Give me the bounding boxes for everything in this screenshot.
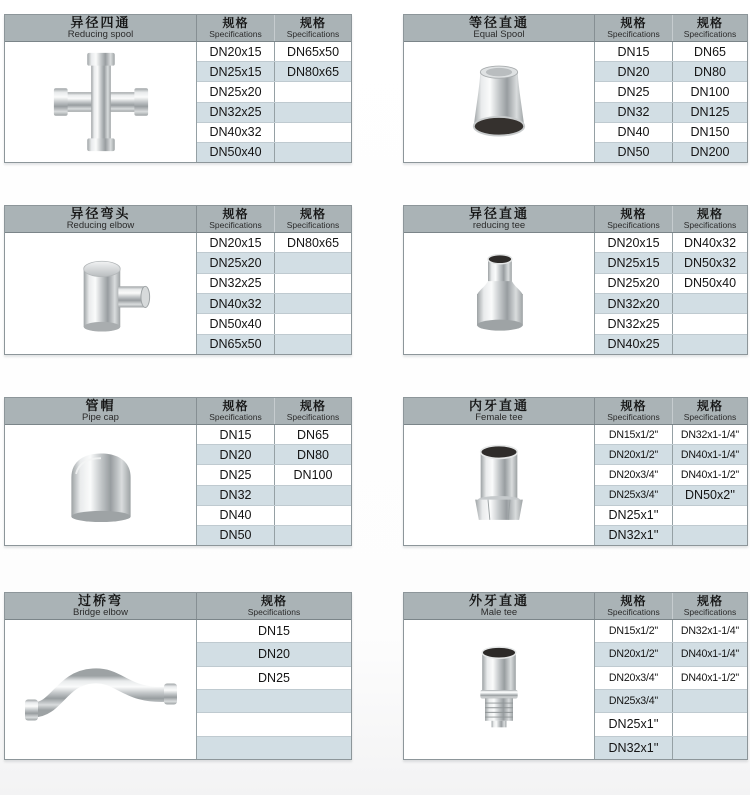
- spec-cell: DN20x15: [209, 44, 262, 59]
- spec-cell: DN25: [258, 670, 290, 685]
- spec-row: [197, 314, 351, 334]
- spec-header-zh: 规格: [620, 207, 647, 222]
- product-title-en: Female tee: [475, 412, 523, 424]
- spec-header-en: Specifications: [286, 220, 340, 231]
- spec-row: [595, 486, 747, 506]
- spec-row: [595, 253, 747, 273]
- product-title-en: Pipe cap: [82, 412, 119, 424]
- spec-row: [595, 143, 747, 162]
- product-title: [5, 593, 197, 619]
- spec-row: [197, 486, 351, 506]
- product-photo-reducing-spool: [5, 42, 197, 162]
- spec-header-zh: 规格: [222, 16, 249, 31]
- spec-row: [197, 253, 351, 273]
- spec-cell: [672, 506, 747, 525]
- spec-row: [197, 274, 351, 294]
- product-title-en: Reducing spool: [67, 29, 134, 41]
- spec-column-header: [274, 398, 351, 424]
- spec-row: [595, 425, 747, 445]
- spec-row: [595, 690, 747, 713]
- spec-row: [595, 233, 747, 253]
- spec-cell: DN50x40: [672, 274, 747, 293]
- spec-cell: DN32x25: [607, 316, 660, 331]
- spec-cell: DN50x32: [672, 253, 747, 272]
- spec-cell: [197, 690, 351, 712]
- spec-cell: DN25x20: [209, 255, 262, 270]
- product-title-zh: 异径弯头: [70, 206, 131, 222]
- card-header: [5, 15, 351, 42]
- spec-column-header: [595, 206, 672, 232]
- spec-cell: DN25x20: [607, 276, 660, 291]
- spec-header-en: Specifications: [683, 220, 737, 231]
- spec-header-en: Specifications: [607, 412, 660, 423]
- spec-cell: DN100: [274, 465, 351, 484]
- spec-header-zh: 规格: [696, 207, 723, 222]
- spec-header-en: Specifications: [209, 29, 262, 40]
- product-card-pipe-cap: [4, 397, 352, 546]
- spec-cell: DN80x65: [274, 233, 351, 252]
- spec-rows: [197, 42, 351, 162]
- spec-cell: DN25x15: [209, 64, 262, 79]
- male-tee-fitting-illustration: [443, 634, 555, 746]
- spec-column-header: [595, 398, 672, 424]
- spec-cell: DN40x1-1/4'': [672, 643, 747, 665]
- product-title-en: Bridge elbow: [73, 607, 128, 619]
- spec-row: [595, 445, 747, 465]
- spec-cell: DN20: [258, 647, 290, 662]
- spec-cell: DN32x1'': [608, 528, 659, 543]
- spec-cell: DN100: [672, 82, 747, 101]
- spec-cell: DN50: [219, 528, 252, 543]
- spec-row: [595, 526, 747, 545]
- product-photo-equal-spool: [404, 42, 595, 162]
- spec-row: [197, 233, 351, 253]
- spec-cell: DN25x15: [607, 255, 660, 270]
- product-photo-pipe-cap: [5, 425, 197, 545]
- spec-cell: DN200: [672, 143, 747, 162]
- spec-cell: DN40: [617, 125, 650, 140]
- spec-header-zh: 规格: [260, 594, 287, 609]
- card-header: [404, 398, 747, 425]
- spec-cell: DN15: [219, 427, 252, 442]
- spec-row: [197, 690, 351, 713]
- product-title-zh: 管帽: [85, 398, 116, 414]
- spec-row: [197, 667, 351, 690]
- spec-cell: DN20x15: [607, 235, 660, 250]
- spec-cell: DN65: [672, 42, 747, 61]
- spec-rows: [197, 233, 351, 354]
- spec-cell: DN20: [617, 64, 650, 79]
- spec-header-en: Specifications: [607, 607, 660, 618]
- spec-row: [197, 620, 351, 643]
- product-card-female-tee: [403, 397, 748, 546]
- spec-cell: DN20: [219, 447, 252, 462]
- spec-cell: [274, 335, 351, 354]
- spec-column-header: [595, 593, 672, 619]
- spec-cell: [672, 737, 747, 759]
- spec-header-en: Specifications: [683, 607, 737, 618]
- spec-row: [197, 506, 351, 526]
- spec-row: [595, 82, 747, 102]
- spec-row: [197, 62, 351, 82]
- product-title-zh: 异径直通: [468, 206, 529, 222]
- spec-cell: DN32x1-1/4'': [672, 425, 747, 444]
- spec-cell: DN20x3/4'': [608, 468, 659, 481]
- spec-cell: [274, 143, 351, 162]
- spec-row: [595, 42, 747, 62]
- spec-cell: DN40x32: [672, 233, 747, 252]
- reducing-elbow-fitting-illustration: [43, 242, 159, 346]
- product-card-reducing-spool: [4, 14, 352, 163]
- spec-header-zh: 规格: [620, 399, 647, 414]
- spec-row: [197, 643, 351, 666]
- spec-row: [197, 425, 351, 445]
- spec-cell: [274, 82, 351, 101]
- spec-cell: DN65: [274, 425, 351, 444]
- equal-spool-fitting-illustration: [443, 50, 555, 154]
- spec-row: [595, 620, 747, 643]
- spec-cell: [274, 103, 351, 122]
- spec-cell: DN65x50: [274, 42, 351, 61]
- spec-cell: DN25x3/4'': [608, 695, 659, 708]
- spec-row: [595, 62, 747, 82]
- bridge-elbow-fitting-illustration: [15, 650, 187, 730]
- spec-cell: DN32x25: [209, 105, 262, 120]
- spec-row: [595, 103, 747, 123]
- spec-column-header: [672, 15, 747, 41]
- product-title: [404, 593, 595, 619]
- spec-column-header: [197, 398, 274, 424]
- spec-cell: DN32x20: [607, 296, 660, 311]
- spec-header-zh: 规格: [696, 399, 723, 414]
- spec-cell: [672, 690, 747, 712]
- spec-header-zh: 规格: [696, 594, 723, 609]
- spec-row: [595, 713, 747, 736]
- spec-header-zh: 规格: [620, 594, 647, 609]
- spec-rows: [595, 42, 747, 162]
- spec-cell: [197, 737, 351, 759]
- spec-cell: [274, 294, 351, 313]
- spec-row: [595, 274, 747, 294]
- product-photo-male-tee: [404, 620, 595, 759]
- spec-cell: [197, 713, 351, 735]
- card-header: [404, 15, 747, 42]
- product-title-zh: 等径直通: [468, 15, 529, 31]
- spec-header-zh: 规格: [299, 207, 326, 222]
- spec-rows: [595, 425, 747, 545]
- spec-row: [595, 335, 747, 354]
- spec-row: [197, 123, 351, 143]
- card-header: [5, 206, 351, 233]
- spec-row: [197, 465, 351, 485]
- spec-header-en: Specifications: [286, 29, 340, 40]
- spec-column-header: [274, 15, 351, 41]
- product-title: [404, 398, 595, 424]
- reducing-spool-fitting-illustration: [42, 49, 160, 155]
- spec-cell: DN32x1'': [608, 740, 659, 755]
- product-card-reducing-elbow: [4, 205, 352, 355]
- card-header: [5, 593, 351, 620]
- spec-column-header: [197, 15, 274, 41]
- spec-header-zh: 规格: [696, 16, 723, 31]
- spec-row: [595, 314, 747, 334]
- spec-header-zh: 规格: [222, 207, 249, 222]
- spec-cell: [274, 506, 351, 525]
- spec-cell: [274, 274, 351, 293]
- spec-cell: DN50x2'': [672, 486, 747, 505]
- spec-cell: DN15: [617, 44, 650, 59]
- spec-row: [197, 143, 351, 162]
- spec-row: [595, 643, 747, 666]
- spec-row: [197, 713, 351, 736]
- pipe-cap-fitting-illustration: [45, 435, 157, 535]
- spec-header-en: Specifications: [209, 412, 262, 423]
- spec-cell: DN80x65: [274, 62, 351, 81]
- spec-cell: DN32x1-1/4'': [672, 620, 747, 642]
- spec-header-en: Specifications: [683, 412, 737, 423]
- product-card-male-tee: [403, 592, 748, 760]
- spec-cell: [672, 294, 747, 313]
- product-card-equal-spool: [403, 14, 748, 163]
- spec-header-en: Specifications: [607, 220, 660, 231]
- spec-header-zh: 规格: [299, 399, 326, 414]
- spec-cell: DN25x3/4'': [608, 489, 659, 502]
- spec-cell: DN20x3/4'': [608, 671, 659, 684]
- spec-row: [595, 667, 747, 690]
- spec-row: [595, 294, 747, 314]
- spec-header-en: Specifications: [683, 29, 737, 40]
- spec-cell: DN20x15: [209, 235, 262, 250]
- reducing-tee-fitting-illustration: [444, 243, 554, 345]
- spec-header-en: Specifications: [286, 412, 340, 423]
- product-title-en: Equal Spool: [473, 29, 525, 41]
- product-title: [404, 15, 595, 41]
- spec-cell: DN32: [617, 105, 650, 120]
- spec-rows: [197, 620, 351, 759]
- spec-cell: DN15x1/2'': [608, 625, 659, 638]
- spec-cell: DN25x1'': [608, 717, 659, 732]
- spec-cell: DN50x40: [209, 145, 262, 160]
- spec-column-header: [595, 15, 672, 41]
- spec-cell: DN80: [672, 62, 747, 81]
- product-title-en: Male tee: [480, 607, 518, 619]
- spec-column-header: [197, 593, 351, 619]
- spec-header-en: Specifications: [247, 607, 301, 618]
- spec-cell: DN50: [617, 145, 650, 160]
- card-header: [404, 593, 747, 620]
- product-title: [5, 206, 197, 232]
- spec-rows: [595, 233, 747, 354]
- spec-row: [197, 42, 351, 62]
- spec-row: [197, 445, 351, 465]
- spec-row: [197, 82, 351, 102]
- spec-row: [595, 123, 747, 143]
- spec-cell: DN25x1'': [608, 508, 659, 523]
- spec-cell: DN150: [672, 123, 747, 142]
- spec-cell: DN32: [219, 488, 252, 503]
- spec-cell: DN15x1/2'': [608, 428, 659, 441]
- spec-cell: DN50x40: [209, 316, 262, 331]
- spec-row: [197, 526, 351, 545]
- spec-cell: DN40x25: [607, 337, 660, 352]
- spec-cell: DN25: [617, 84, 650, 99]
- female-tee-fitting-illustration: [444, 433, 554, 537]
- spec-cell: [672, 314, 747, 333]
- card-header: [404, 206, 747, 233]
- spec-cell: [274, 253, 351, 272]
- product-card-bridge-elbow: [4, 592, 352, 760]
- spec-column-header: [672, 398, 747, 424]
- spec-rows: [595, 620, 747, 759]
- spec-header-zh: 规格: [222, 399, 249, 414]
- spec-header-zh: 规格: [620, 16, 647, 31]
- spec-cell: DN40x32: [209, 125, 262, 140]
- product-title-zh: 过桥弯: [77, 593, 123, 609]
- spec-row: [197, 103, 351, 123]
- spec-cell: DN40x1-1/2'': [672, 667, 747, 689]
- spec-cell: DN25x20: [209, 84, 262, 99]
- spec-cell: DN80: [274, 445, 351, 464]
- product-card-reducing-tee: [403, 205, 748, 355]
- spec-cell: DN40x1-1/2'': [672, 465, 747, 484]
- spec-row: [595, 506, 747, 526]
- spec-header-zh: 规格: [299, 16, 326, 31]
- product-title-zh: 外牙直通: [468, 593, 529, 609]
- spec-cell: DN125: [672, 103, 747, 122]
- spec-cell: DN25: [219, 467, 252, 482]
- spec-cell: DN32x25: [209, 276, 262, 291]
- spec-cell: [274, 314, 351, 333]
- spec-cell: [274, 123, 351, 142]
- spec-cell: DN15: [258, 624, 290, 639]
- spec-rows: [197, 425, 351, 545]
- spec-cell: [672, 526, 747, 545]
- product-photo-reducing-elbow: [5, 233, 197, 354]
- product-title-en: reducing tee: [472, 220, 526, 232]
- spec-column-header: [672, 593, 747, 619]
- spec-cell: [672, 713, 747, 735]
- product-title: [404, 206, 595, 232]
- spec-row: [595, 465, 747, 485]
- spec-row: [197, 335, 351, 354]
- product-photo-female-tee: [404, 425, 595, 545]
- spec-cell: DN20x1/2'': [608, 448, 659, 461]
- spec-cell: [274, 526, 351, 545]
- spec-row: [595, 737, 747, 759]
- spec-column-header: [197, 206, 274, 232]
- spec-cell: [672, 335, 747, 354]
- spec-column-header: [672, 206, 747, 232]
- spec-cell: DN40: [219, 508, 252, 523]
- spec-header-en: Specifications: [607, 29, 660, 40]
- card-header: [5, 398, 351, 425]
- product-title-zh: 内牙直通: [468, 398, 529, 414]
- spec-row: [197, 737, 351, 759]
- spec-cell: DN40x32: [209, 296, 262, 311]
- product-photo-reducing-tee: [404, 233, 595, 354]
- spec-cell: [274, 486, 351, 505]
- spec-row: [197, 294, 351, 314]
- spec-header-en: Specifications: [209, 220, 262, 231]
- product-title: [5, 398, 197, 424]
- product-title-en: Reducing elbow: [66, 220, 135, 232]
- product-title-zh: 异径四通: [70, 15, 131, 31]
- spec-cell: DN40x1-1/4'': [672, 445, 747, 464]
- product-photo-bridge-elbow: [5, 620, 197, 759]
- spec-column-header: [274, 206, 351, 232]
- product-title: [5, 15, 197, 41]
- spec-cell: DN20x1/2'': [608, 648, 659, 661]
- spec-cell: DN65x50: [209, 337, 262, 352]
